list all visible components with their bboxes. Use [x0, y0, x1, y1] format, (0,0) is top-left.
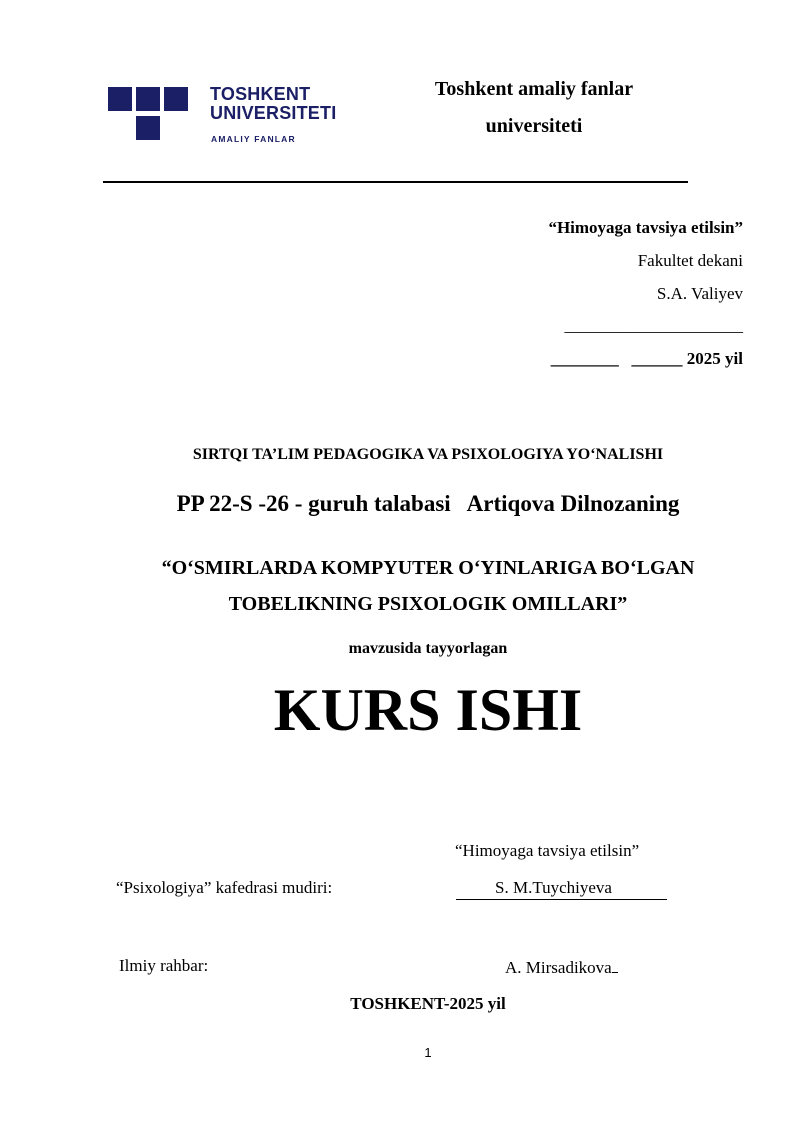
logo-line-1: TOSHKENT	[210, 84, 311, 104]
student-line: PP 22-S -26 - guruh talabasi Artiqova Dilnozaning	[176, 491, 680, 516]
approval-heading: “Himoyaga tavsiya etilsin”	[548, 218, 743, 237]
topic-line-2: TOBELIKNING PSIXOLOGIK OMILLARI”	[228, 593, 628, 615]
university-logo-icon	[108, 87, 188, 143]
study-direction: SIRTQI TA’LIM PEDAGOGIKA VA PSIXOLOGIYA YO‘NALISHI	[192, 446, 664, 463]
university-name-line-1: Toshkent amaliy fanlar	[434, 78, 634, 100]
prepared-on: mavzusida tayyorlagan	[348, 640, 508, 657]
work-type-title: KURS ISHI	[273, 677, 583, 743]
city-year: TOSHKENT-2025 yil	[350, 994, 506, 1013]
department-head-name: S. M.Tuychiyeva	[495, 878, 612, 897]
approval-date	[551, 349, 743, 369]
supervisor-label: Ilmiy rahbar:	[119, 956, 209, 975]
approval-date-blank-1: ________	[550, 349, 619, 368]
approval-year: 2025 yil	[686, 349, 743, 368]
header-divider	[103, 181, 688, 183]
topic-line-1: “O‘SMIRLARDA KOMPYUTER O‘YINLARIGA BO‘LGAN	[161, 557, 695, 579]
department-head-label: “Psixologiya” kafedrasi mudiri:	[116, 878, 333, 897]
logo-line-3: AMALIY FANLAR	[211, 134, 296, 144]
department-recommend: “Himoyaga tavsiya etilsin”	[455, 841, 640, 860]
approval-position: Fakultet dekani	[637, 251, 743, 270]
approval-date-blank-2: ______	[631, 349, 683, 368]
page-number: 1	[424, 1045, 432, 1060]
department-head-name-field	[456, 878, 667, 900]
university-name-line-2: universiteti	[485, 115, 583, 137]
approval-name: S.A. Valiyev	[656, 284, 743, 303]
approval-signature-line: _____________________	[564, 316, 743, 335]
supervisor-name: A. Mirsadikova	[505, 958, 612, 977]
logo-line-2: UNIVERSITETI	[210, 103, 337, 123]
logo-wordmark	[210, 85, 336, 123]
supervisor-name-field	[505, 956, 618, 978]
